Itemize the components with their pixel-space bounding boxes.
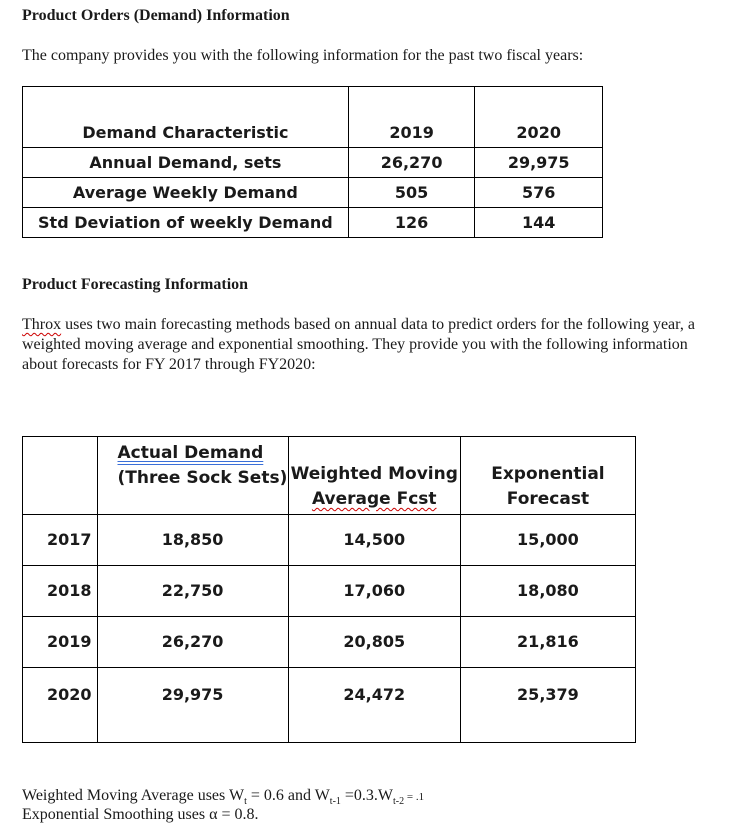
header-wma-line1: Weighted Moving xyxy=(290,464,458,484)
year-cell: 2019 xyxy=(47,632,92,651)
row-label: Average Weekly Demand xyxy=(72,183,298,202)
row-label: Annual Demand, sets xyxy=(89,153,282,172)
header-demand-characteristic: Demand Characteristic xyxy=(82,123,289,142)
year-cell: 2018 xyxy=(47,581,92,600)
header-2019: 2019 xyxy=(389,123,434,142)
wma-note-sub-t2: t-2 xyxy=(393,796,405,808)
row-label: Std Deviation of weekly Demand xyxy=(38,213,333,232)
exp-cell: 21,816 xyxy=(517,632,579,651)
header-actual-demand xyxy=(118,441,288,466)
forecasting-paragraph xyxy=(22,315,722,375)
header-year-empty xyxy=(23,437,98,515)
exp-cell: 18,080 xyxy=(517,581,579,600)
forecast-table xyxy=(22,436,636,743)
header-actual-line1: Actual Demand xyxy=(117,443,264,463)
row-value-2019: 126 xyxy=(394,213,429,232)
wma-cell: 20,805 xyxy=(343,632,406,651)
table-row xyxy=(23,566,636,617)
actual-cell: 18,850 xyxy=(161,530,224,549)
header-actual-line2: (Three Sock Sets) xyxy=(117,468,288,488)
header-2020: 2020 xyxy=(516,123,561,142)
row-value-2019: 505 xyxy=(394,183,429,202)
table-row xyxy=(23,515,636,566)
table-header-row xyxy=(23,437,636,515)
wma-cell: 17,060 xyxy=(343,581,406,600)
wma-note-pre: Weighted Moving Average uses W xyxy=(22,787,245,804)
table-row xyxy=(23,668,636,743)
forecasting-heading: Product Forecasting Information xyxy=(22,276,249,293)
header-exp-line2: Forecast xyxy=(506,489,590,509)
wma-cell: 24,472 xyxy=(343,685,406,704)
table-row xyxy=(23,208,603,238)
header-exp-line1: Exponential xyxy=(491,464,605,484)
row-value-2020: 576 xyxy=(521,183,556,202)
exp-cell: 15,000 xyxy=(517,530,579,549)
exp-cell: 25,379 xyxy=(517,685,579,704)
wma-note-mid: = 0.6 and W xyxy=(246,787,330,804)
throx-word: Throx xyxy=(22,316,62,333)
demand-table xyxy=(22,86,603,238)
year-cell: 2020 xyxy=(47,685,92,704)
wma-note-sub-t1: t-1 xyxy=(329,796,341,808)
orders-intro: The company provides you with the following information for the past two fiscal years: xyxy=(22,47,584,64)
row-value-2020: 144 xyxy=(521,213,556,232)
wma-note-end: = .1 xyxy=(404,791,425,803)
year-cell: 2017 xyxy=(47,530,92,549)
header-wma-line2: Average Fcst xyxy=(311,489,437,509)
exp-note: Exponential Smoothing uses α = 0.8. xyxy=(22,806,259,823)
table-row xyxy=(23,148,603,178)
actual-cell: 29,975 xyxy=(161,685,224,704)
wma-note-sub-t: t xyxy=(244,796,247,808)
wma-cell: 14,500 xyxy=(343,530,406,549)
wma-note-mid2: =0.3.W xyxy=(340,787,394,804)
actual-cell: 22,750 xyxy=(161,581,224,600)
table-row xyxy=(23,617,636,668)
row-value-2019: 26,270 xyxy=(380,153,443,172)
table-header-row xyxy=(23,87,603,148)
table-row xyxy=(23,178,603,208)
orders-heading: Product Orders (Demand) Information xyxy=(22,7,290,24)
forecasting-paragraph-text: uses two main forecasting methods based on annual data to predict orders for the following year, a weighted moving average and exponential smoothing. They provide you with the following information about forecasts for FY 2017 through FY2020: xyxy=(22,316,695,373)
row-value-2020: 29,975 xyxy=(507,153,570,172)
actual-cell: 26,270 xyxy=(161,632,224,651)
